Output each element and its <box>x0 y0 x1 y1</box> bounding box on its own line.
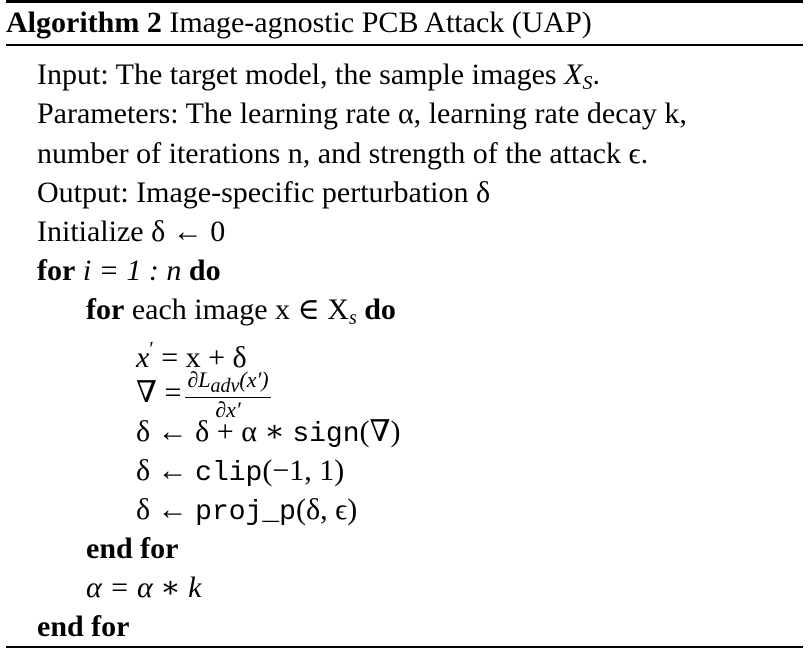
input-text: Input: The target model, the sample images <box>37 58 565 91</box>
caption-rule <box>6 44 803 46</box>
sign-function: sign <box>292 419 360 450</box>
sign-argument: (∇) <box>359 415 401 448</box>
algorithm-title: Image-agnostic PCB Attack (UAP) <box>169 6 592 39</box>
projection-argument: (δ, ϵ) <box>295 493 358 526</box>
parameters-line-1 <box>37 97 803 131</box>
clip-line <box>136 454 344 491</box>
algorithm-label: Algorithm 2 <box>6 6 162 39</box>
gradient-fraction <box>185 367 270 423</box>
initialize-line <box>37 215 225 249</box>
output-text: Output: Image-specific perturbation δ <box>37 176 491 209</box>
clip-lhs: δ ← <box>136 454 196 487</box>
outer-for-line <box>37 254 221 288</box>
initialize-text: Initialize δ ← 0 <box>37 215 226 248</box>
for-keyword: for <box>37 254 76 287</box>
x-prime-assignment: = x + δ <box>153 341 247 374</box>
inner-do-keyword: do <box>364 293 396 326</box>
inner-end-for: end for <box>86 532 179 565</box>
do-keyword: do <box>188 254 221 287</box>
outer-end-for: end for <box>37 610 130 643</box>
projection-lhs: δ ← <box>136 493 196 526</box>
clip-function: clip <box>195 458 263 489</box>
gradient-denominator: ∂x′ <box>215 397 241 423</box>
sign-update-line <box>136 415 400 452</box>
parameters-line-2 <box>37 137 648 171</box>
algorithm-block <box>6 0 803 652</box>
top-rule <box>6 0 803 3</box>
clip-argument: (−1, 1) <box>262 454 345 487</box>
gradient-numerator: ∂Ladv(x′) <box>187 367 269 398</box>
input-end: . <box>592 58 600 91</box>
inner-for-line <box>86 293 396 335</box>
parameters-text-2: number of iterations n, and strength of the attack ϵ. <box>37 137 649 170</box>
gradient-lhs: ∇ = <box>136 376 182 409</box>
input-line <box>37 58 600 100</box>
learning-rate-decay-line: α = α ∗ k <box>86 571 202 604</box>
inner-for-text: each image x ∈ X <box>131 293 349 326</box>
input-var: X <box>564 58 583 91</box>
projection-line <box>136 493 357 530</box>
gradient-line <box>136 367 271 423</box>
inner-for-keyword: for <box>86 293 125 326</box>
for-range: i = 1 : n <box>82 254 182 287</box>
x-prime-var: x <box>136 341 150 374</box>
parameters-text-1: Parameters: The learning rate α, learning rate decay k, <box>37 97 687 130</box>
input-sub: S <box>582 72 593 94</box>
bottom-rule <box>6 646 803 648</box>
sign-update-lhs: δ ← δ + α ∗ <box>136 415 293 448</box>
algorithm-caption <box>6 5 592 41</box>
inner-for-sub: s <box>348 307 357 329</box>
projection-function: proj_p <box>195 497 296 528</box>
x-prime-mark: ′ <box>149 338 154 360</box>
output-line <box>37 176 490 210</box>
